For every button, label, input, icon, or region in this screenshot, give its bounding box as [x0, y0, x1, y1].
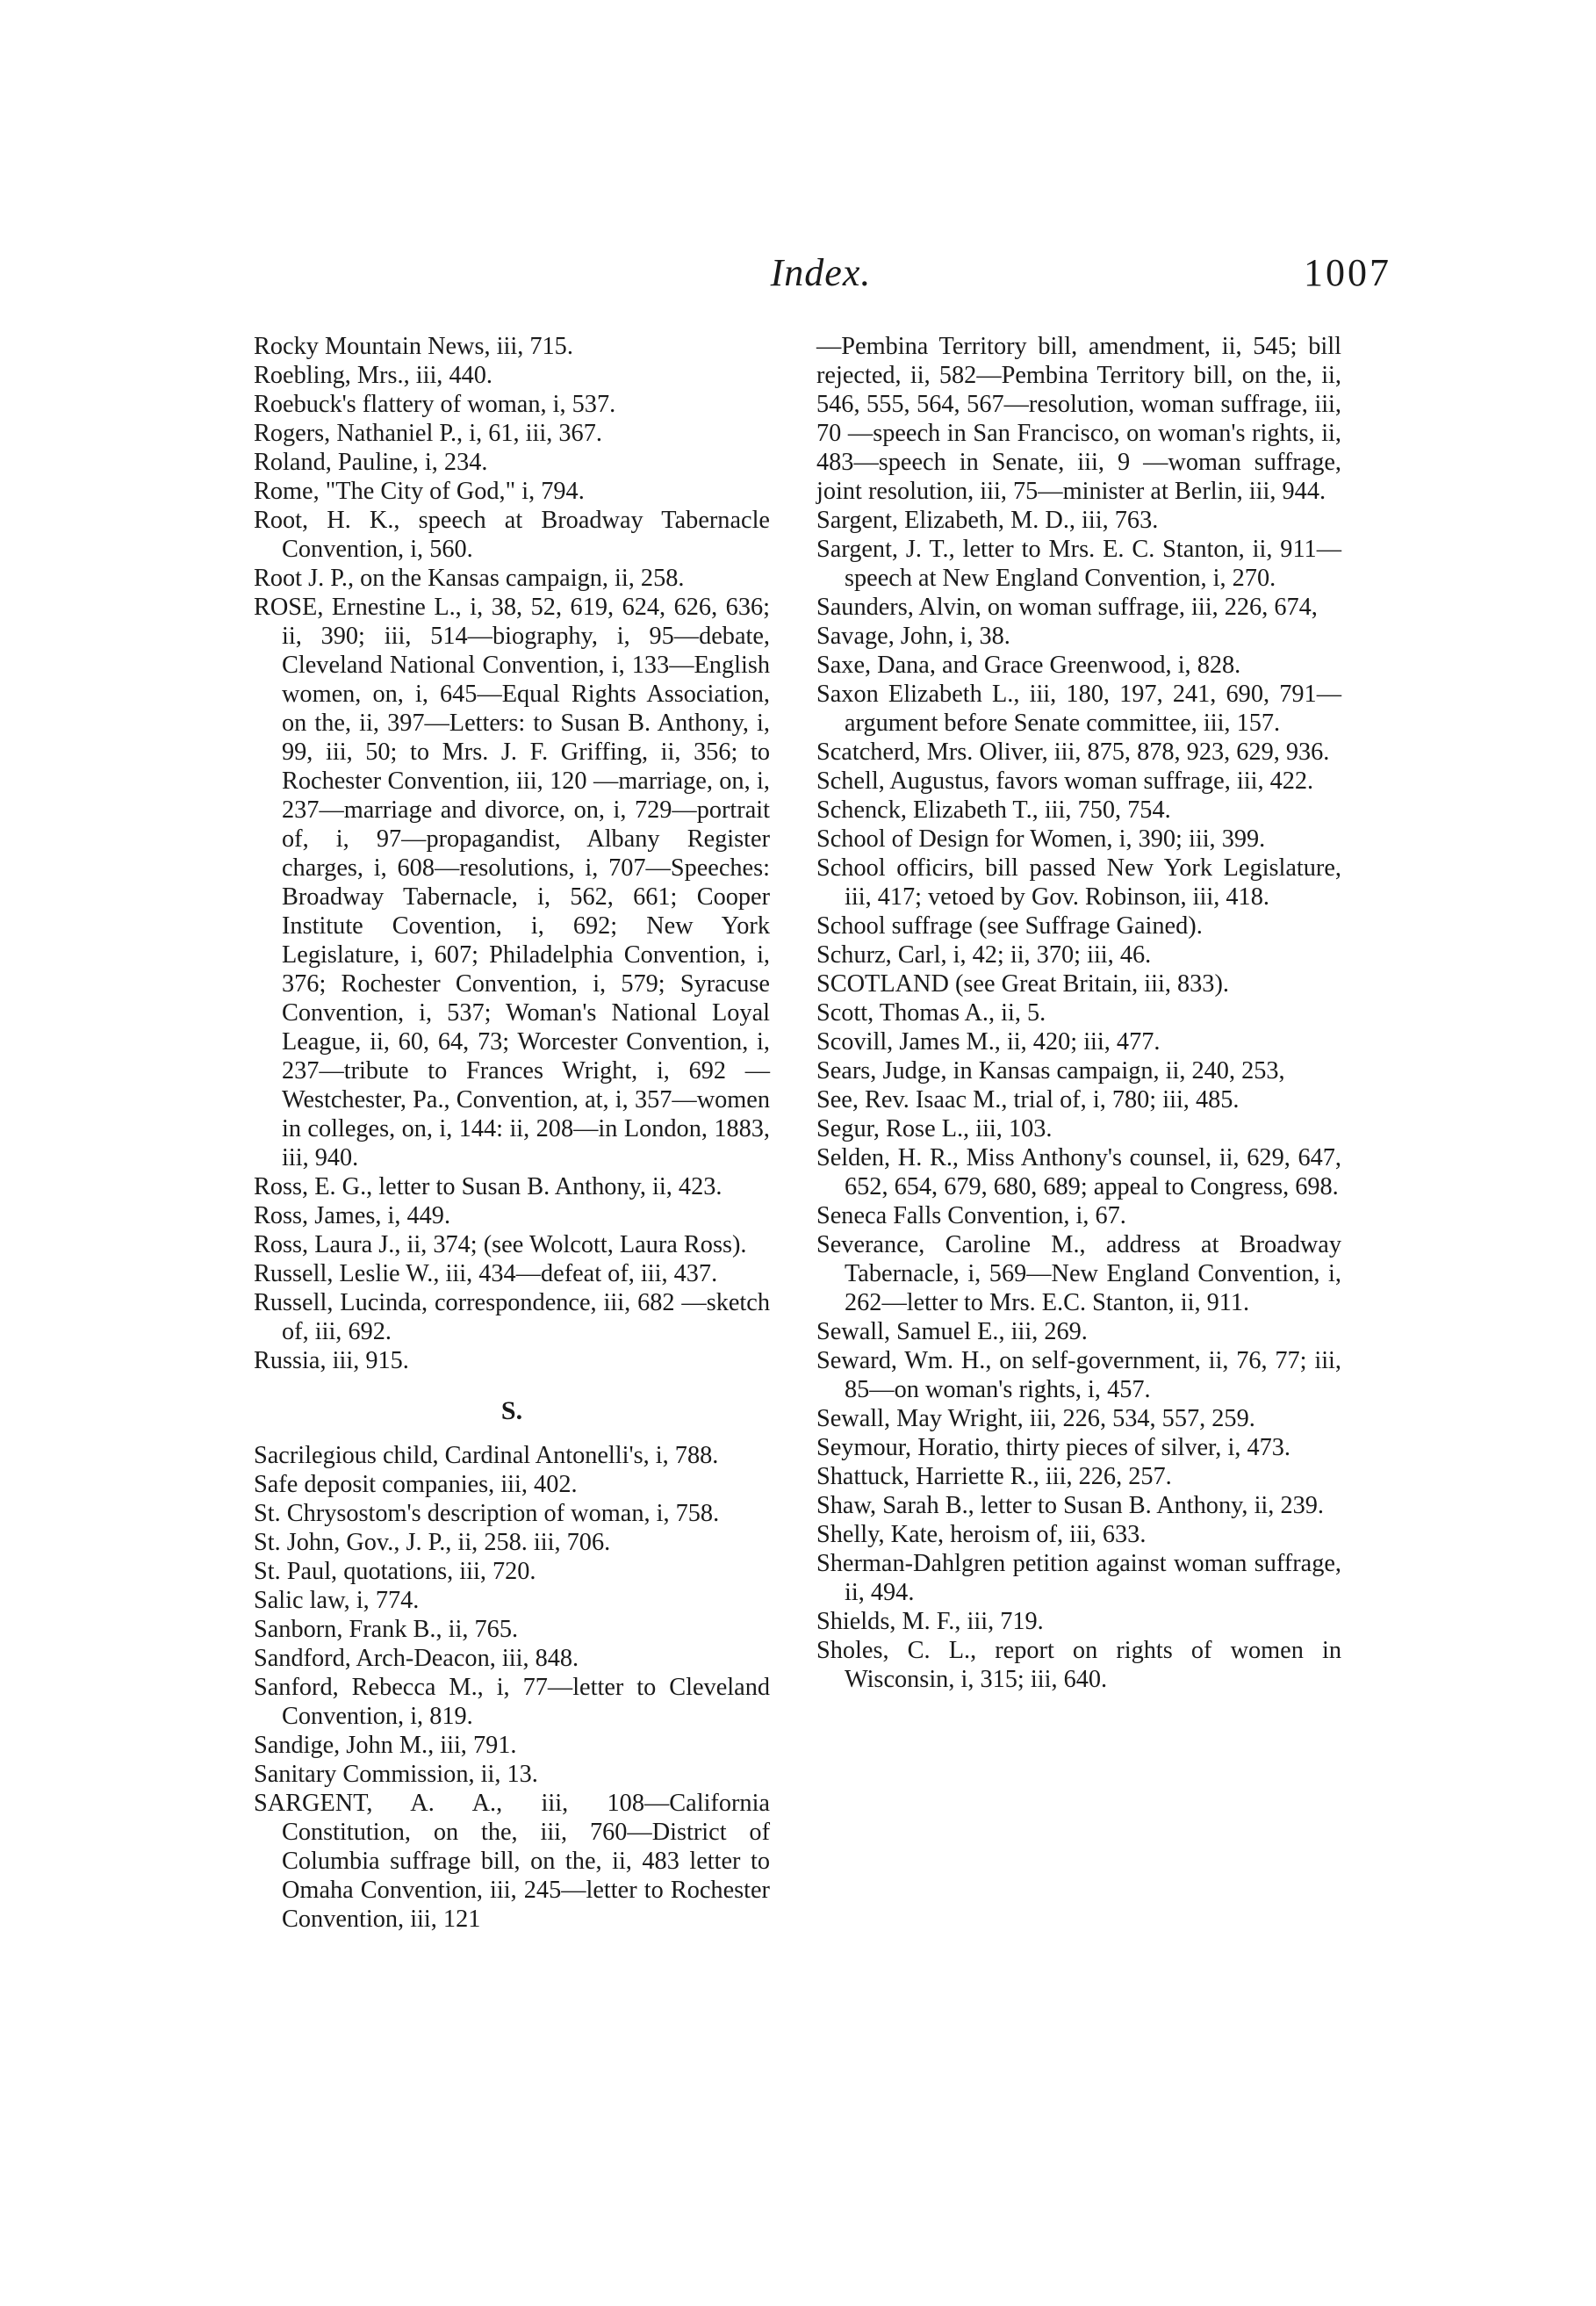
right-column: [816, 332, 1341, 1694]
index-entry: Shattuck, Harriette R., iii, 226, 257.: [816, 1463, 1172, 1490]
index-entry: Shaw, Sarah B., letter to Susan B. Anthony, ii, 239.: [816, 1492, 1324, 1519]
index-entry: Sacrilegious child, Cardinal Antonelli's, i, 788.: [254, 1442, 719, 1469]
index-entry: Root J. P., on the Kansas campaign, ii, 258.: [254, 565, 685, 592]
index-entry: School officirs, bill passed New York Legislature, iii, 417; vetoed by Gov. Robinson, iii, 418.: [816, 854, 1341, 911]
left-column: [254, 332, 770, 1934]
index-entry: Roland, Pauline, i, 234.: [254, 449, 488, 476]
index-entry: Rome, "The City of God," i, 794.: [254, 478, 585, 505]
index-entry: Sanitary Commission, ii, 13.: [254, 1761, 538, 1788]
index-entry: Ross, James, i, 449.: [254, 1202, 451, 1229]
index-entry: SARGENT, A. A., iii, 108—California Constitution, on the, iii, 760—District of Columbia suffrage bill, on the, ii, 483 letter to Omaha Convention, iii, 245—letter to Rochester Convention, iii, 121: [254, 1790, 770, 1933]
page-number: 1007: [1304, 251, 1391, 294]
index-entry: Sandige, John M., iii, 791.: [254, 1732, 517, 1759]
index-entry: ROSE, Ernestine L., i, 38, 52, 619, 624, 626, 636; ii, 390; iii, 514—biography, i, 95—debate, Cleveland National Convention, i, 133—English women, on, i, 645—Equal Rights Association, on the, ii, 397—Letters: to Susan B. Anthony, i, 99, iii, 50; to Mrs. J. F. Griffing, ii, 356; to Rochester Convention, iii, 120 —marriage, on, i, 237—marriage and divorce, on, i, 729—portrait of, i, 97—propagandist, Albany Register charges, i, 608—resolutions, i, 707—Speeches: Broadway Tabernacle, i, 562, 661; Cooper Institute Covention, i, 692; New York Legislature, i, 607; Philadelphia Convention, i, 376; Rochester Convention, i, 579; Syracuse Convention, i, 537; Woman's National Loyal League, ii, 60, 64, 73; Worcester Convention, i, 237—tribute to Frances Wright, i, 692 —Westchester, Pa., Convention, at, i, 357—women in colleges, on, i, 144: ii, 208—in London, 1883, iii, 940.: [254, 594, 770, 1171]
index-entry: Rogers, Nathaniel P., i, 61, iii, 367.: [254, 420, 602, 447]
index-entry: Seymour, Horatio, thirty pieces of silver, i, 473.: [816, 1434, 1290, 1461]
index-entry: See, Rev. Isaac M., trial of, i, 780; iii, 485.: [816, 1086, 1240, 1113]
index-entry: Sandford, Arch-Deacon, iii, 848.: [254, 1645, 579, 1672]
index-entry: Schurz, Carl, i, 42; ii, 370; iii, 46.: [816, 941, 1152, 969]
index-entry: St. John, Gov., J. P., ii, 258. iii, 706.: [254, 1529, 611, 1556]
index-entry: Shields, M. F., iii, 719.: [816, 1608, 1044, 1635]
index-entry: SCOTLAND (see Great Britain, iii, 833).: [816, 970, 1229, 998]
index-entry: Seneca Falls Convention, i, 67.: [816, 1202, 1126, 1229]
index-entry: Scatcherd, Mrs. Oliver, iii, 875, 878, 923, 629, 936.: [816, 739, 1330, 766]
index-entry-continuation: —Pembina Territory bill, amendment, ii, 545; bill rejected, ii, 582—Pembina Territory bill, on the, ii, 546, 555, 564, 567—resolution, woman suffrage, iii, 70 —speech in San Francisco, on woman's rights, ii, 483—speech in Senate, iii, 9 —woman suffrage, joint resolution, iii, 75—minister at Berlin, iii, 944.: [816, 333, 1341, 505]
index-entry: Sewall, Samuel E., iii, 269.: [816, 1318, 1088, 1345]
index-entry: Scovill, James M., ii, 420; iii, 477.: [816, 1028, 1161, 1056]
index-entry: Saxe, Dana, and Grace Greenwood, i, 828.: [816, 652, 1241, 679]
index-entry: Selden, H. R., Miss Anthony's counsel, ii, 629, 647, 652, 654, 679, 680, 689; appeal to Congress, 698.: [816, 1144, 1341, 1200]
index-entry: Sanborn, Frank B., ii, 765.: [254, 1616, 519, 1643]
index-entry: Ross, E. G., letter to Susan B. Anthony, ii, 423.: [254, 1173, 723, 1200]
index-entry: Shelly, Kate, heroism of, iii, 633.: [816, 1521, 1147, 1548]
index-entry: Sewall, May Wright, iii, 226, 534, 557, 259.: [816, 1405, 1255, 1432]
index-entry: Sherman-Dahlgren petition against woman suffrage, ii, 494.: [816, 1550, 1341, 1606]
section-letter: S.: [500, 1396, 523, 1425]
index-entry: Schell, Augustus, favors woman suffrage, iii, 422.: [816, 767, 1314, 795]
index-entry: Sears, Judge, in Kansas campaign, ii, 240, 253,: [816, 1057, 1285, 1085]
index-entry: St. Paul, quotations, iii, 720.: [254, 1558, 536, 1585]
index-entry: Saunders, Alvin, on woman suffrage, iii, 226, 674,: [816, 594, 1318, 621]
running-title: Index.: [770, 251, 872, 294]
index-entry: Root, H. K., speech at Broadway Tabernacle Convention, i, 560.: [254, 507, 770, 563]
index-entry: St. Chrysostom's description of woman, i, 758.: [254, 1500, 720, 1527]
index-entry: Sholes, C. L., report on rights of women in Wisconsin, i, 315; iii, 640.: [816, 1637, 1341, 1693]
index-entry: Sargent, J. T., letter to Mrs. E. C. Stanton, ii, 911—speech at New England Convention, i, 270.: [816, 536, 1341, 592]
index-entry: Severance, Caroline M., address at Broadway Tabernacle, i, 569—New England Convention, i, 262—letter to Mrs. E.C. Stanton, ii, 911.: [816, 1231, 1341, 1316]
index-entry: Salic law, i, 774.: [254, 1587, 420, 1614]
index-entry: Russia, iii, 915.: [254, 1347, 409, 1374]
index-entry: Seward, Wm. H., on self-government, ii, 76, 77; iii, 85—on woman's rights, i, 457.: [816, 1347, 1341, 1403]
index-entry: Segur, Rose L., iii, 103.: [816, 1115, 1053, 1142]
index-entry: Safe deposit companies, iii, 402.: [254, 1471, 578, 1498]
index-entry: Rocky Mountain News, iii, 715.: [254, 333, 573, 360]
index-entry: Sanford, Rebecca M., i, 77—letter to Cleveland Convention, i, 819.: [254, 1674, 770, 1730]
index-entry: Saxon Elizabeth L., iii, 180, 197, 241, 690, 791—argument before Senate committee, iii, 157.: [816, 681, 1341, 737]
index-entry: Russell, Lucinda, correspondence, iii, 682 —sketch of, iii, 692.: [254, 1289, 770, 1345]
index-entry: Savage, John, i, 38.: [816, 623, 1010, 650]
index-entry: Russell, Leslie W., iii, 434—defeat of, iii, 437.: [254, 1260, 718, 1287]
index-entry: Schenck, Elizabeth T., iii, 750, 754.: [816, 796, 1171, 824]
index-entry: School suffrage (see Suffrage Gained).: [816, 912, 1203, 940]
index-entry: Scott, Thomas A., ii, 5.: [816, 999, 1046, 1027]
index-entry: Sargent, Elizabeth, M. D., iii, 763.: [816, 507, 1159, 534]
page-header: [246, 250, 1391, 303]
index-entry: Roebuck's flattery of woman, i, 537.: [254, 391, 616, 418]
index-entry: Ross, Laura J., ii, 374; (see Wolcott, Laura Ross).: [254, 1231, 747, 1258]
index-entry: School of Design for Women, i, 390; iii, 399.: [816, 825, 1266, 853]
index-entry: Roebling, Mrs., iii, 440.: [254, 362, 492, 389]
